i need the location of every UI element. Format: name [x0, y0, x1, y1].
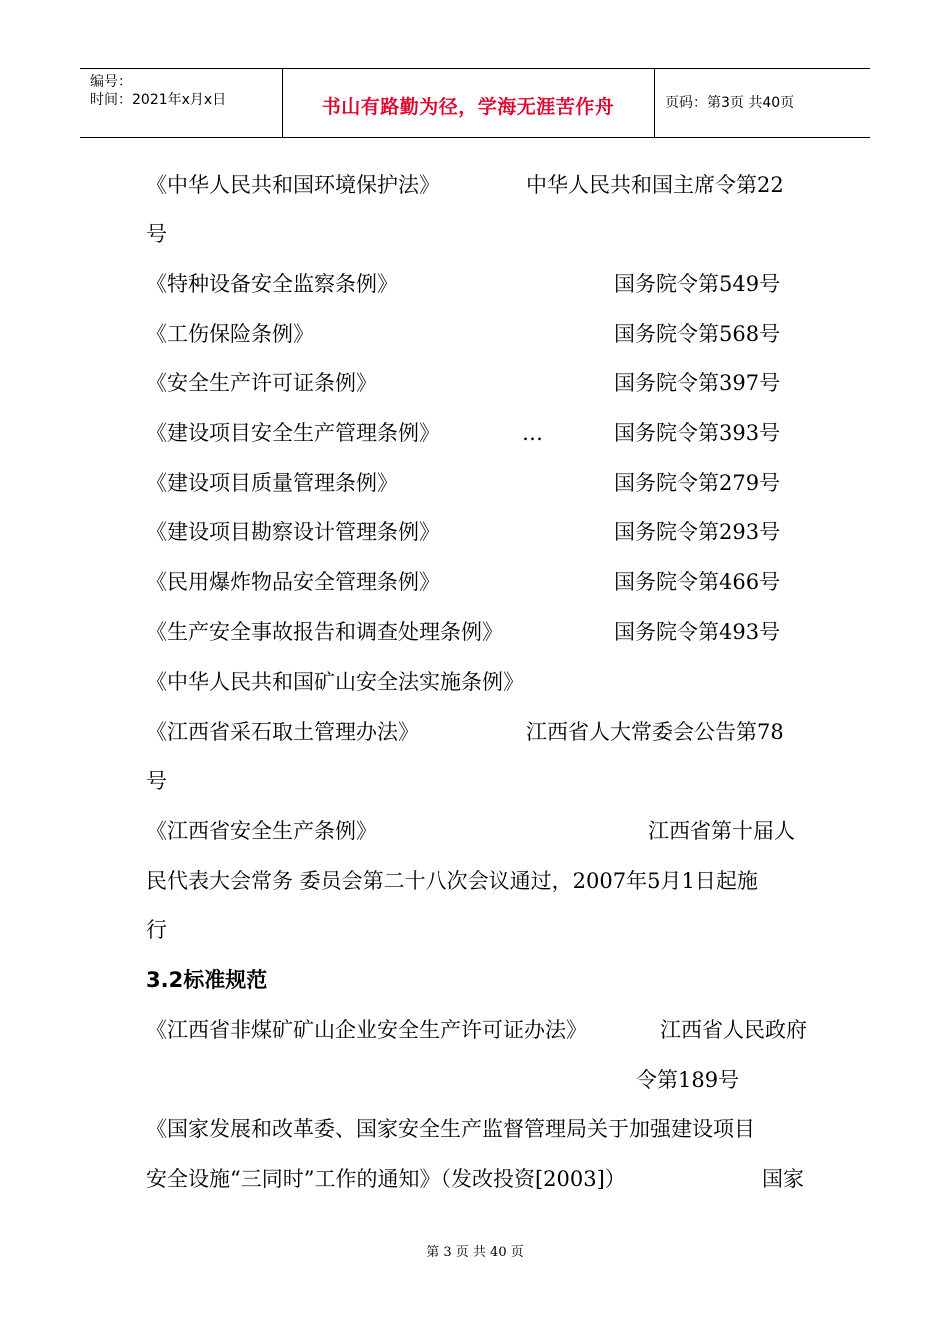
law-title: 《中华人民共和国矿山安全法实施条例》 — [146, 670, 524, 694]
law-title: 《安全生产许可证条例》 — [146, 371, 377, 395]
law-title: 《民用爆炸物品安全管理条例》 — [146, 570, 440, 594]
motto: 书山有路勤为径，学海无涯苦作舟 — [321, 96, 615, 118]
law-ref-cont: 令第189号 — [636, 1068, 740, 1092]
law-ref: 国务院令第568号 — [614, 322, 781, 346]
page-label: 页码：第3页 共40页 — [665, 95, 795, 111]
law-title: 《江西省采石取土管理办法》 — [146, 720, 419, 744]
law-ref: 国务院令第393号 — [614, 421, 781, 445]
header-info-cell — [80, 69, 283, 137]
law-ref-cont: 号 — [146, 769, 167, 793]
law-ref: 江西省第十届人 — [648, 819, 795, 843]
law-title: 《建设项目安全生产管理条例》 — [146, 421, 440, 445]
law-ref-cont: 号 — [146, 222, 167, 246]
law-ref-cont: 民代表大会常务 委员会第二十八次会议通过，2007年5月1日起施 — [146, 869, 758, 893]
ellipsis: … — [522, 421, 543, 445]
law-title: 《国家发展和改革委、国家安全生产监督管理局关于加强建设项目 — [146, 1117, 755, 1141]
law-title: 《特种设备安全监察条例》 — [146, 272, 398, 296]
law-ref: 国务院令第466号 — [614, 570, 781, 594]
header-motto-cell — [282, 69, 655, 137]
law-title: 《建设项目勘察设计管理条例》 — [146, 520, 440, 544]
page-header — [80, 68, 870, 138]
law-ref: 中华人民共和国主席令第22 — [526, 173, 784, 197]
law-title: 《江西省非煤矿矿山企业安全生产许可证办法》 — [146, 1018, 587, 1042]
law-ref: 国务院令第279号 — [614, 471, 781, 495]
law-title-cont: 安全设施“三同时”工作的通知》（发改投资[2003]） — [146, 1167, 626, 1191]
law-title: 《工伤保险条例》 — [146, 322, 314, 346]
law-ref: 国务院令第493号 — [614, 620, 781, 644]
law-ref: 江西省人大常委会公告第78 — [526, 720, 784, 744]
page-footer: 第 3 页 共 40 页 — [426, 1245, 524, 1260]
number-label: 编号： — [90, 74, 132, 90]
law-ref-cont: 行 — [146, 918, 167, 942]
law-title: 《建设项目质量管理条例》 — [146, 471, 398, 495]
law-title: 《江西省安全生产条例》 — [146, 819, 377, 843]
law-ref: 国务院令第397号 — [614, 371, 781, 395]
law-title: 《生产安全事故报告和调查处理条例》 — [146, 620, 503, 644]
section-heading: 3.2标准规范 — [146, 968, 268, 992]
time-label: 时间：2021年x月x日 — [90, 92, 227, 108]
header-page-cell — [655, 69, 870, 137]
law-ref: 江西省人民政府 — [660, 1018, 807, 1042]
law-ref: 国务院令第293号 — [614, 520, 781, 544]
law-title: 《中华人民共和国环境保护法》 — [146, 173, 440, 197]
law-ref: 国务院令第549号 — [614, 272, 781, 296]
law-ref: 国家 — [762, 1167, 804, 1191]
